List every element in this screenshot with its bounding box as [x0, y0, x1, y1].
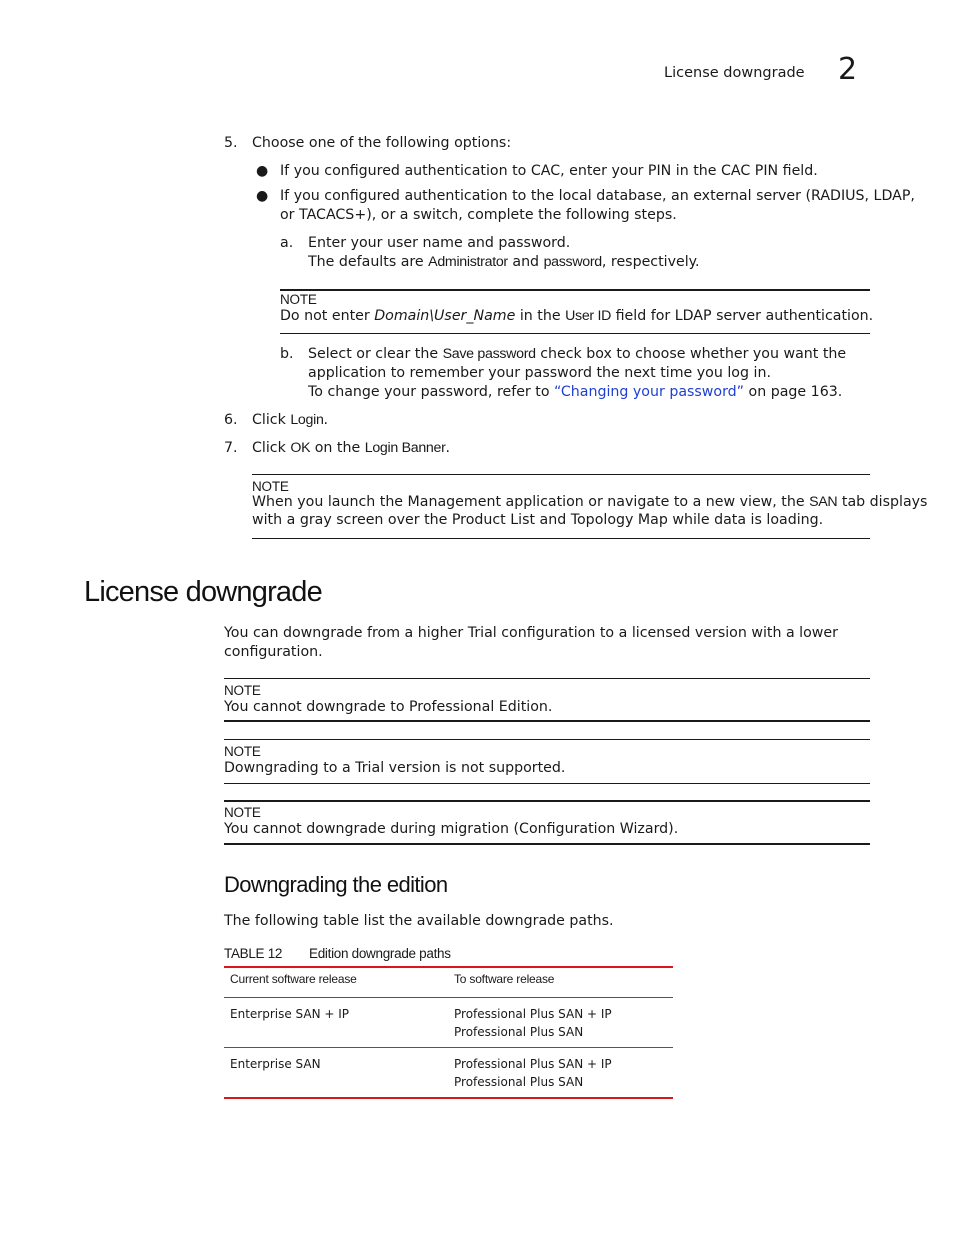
table-row: [224, 1048, 673, 1099]
sub-step-b-line-1: Select or clear the Save password check box to choose whether you want the: [308, 346, 847, 362]
bullet-2-line-1: If you configured authentication to the local database, an external server (RADIUS, LDAP,: [280, 188, 915, 204]
note-top-rule: [280, 289, 870, 291]
note-label: NOTE: [224, 805, 261, 820]
step-7-number: 7.: [224, 440, 238, 456]
note-bottom-rule: [252, 538, 870, 539]
note-text: Downgrading to a Trial version is not supported.: [224, 760, 566, 776]
step-6-number: 6.: [224, 412, 238, 428]
note-bottom-rule: [224, 843, 870, 845]
note-label: NOTE: [280, 292, 317, 307]
sub-step-b-line-3: To change your password, refer to “Changing your password” on page 163.: [308, 384, 843, 400]
sub-step-b-line-2: application to remember your password the next time you log in.: [308, 365, 771, 381]
note-text: You cannot downgrade to Professional Edition.: [224, 699, 553, 715]
sub-step-b-letter: b.: [280, 346, 294, 362]
note-label: NOTE: [224, 683, 261, 698]
sub-step-a-line-1: Enter your user name and password.: [308, 235, 571, 251]
column-header: To software release: [448, 967, 673, 998]
step-5-number: 5.: [224, 135, 238, 151]
downgrade-paths-table: [224, 966, 673, 1099]
bullet-icon: ●: [256, 188, 269, 204]
changing-password-link[interactable]: “Changing your password”: [554, 384, 745, 400]
default-username: Administrator: [428, 254, 508, 270]
table-title: Edition downgrade paths: [309, 946, 451, 961]
note-bottom-rule: [224, 720, 870, 722]
note-top-rule: [252, 474, 870, 475]
note-top-rule: [224, 678, 870, 679]
table-row: [224, 998, 673, 1048]
note-2-line-2: with a gray screen over the Product List and Topology Map while data is loading.: [252, 512, 824, 528]
table-label: TABLE 12: [224, 946, 283, 961]
table-cell: Professional Plus SAN + IP Professional Plus SAN: [448, 998, 673, 1048]
section-heading: License downgrade: [84, 576, 322, 608]
sub-step-a-letter: a.: [280, 235, 294, 251]
note-top-rule: [224, 739, 870, 740]
note-1-text: Do not enter Domain\User_Name in the User ID field for LDAP server authentication.: [280, 308, 874, 324]
subsection-heading: Downgrading the edition: [224, 872, 448, 897]
table-cell: Enterprise SAN: [224, 1048, 448, 1099]
section-intro-line-1: You can downgrade from a higher Trial configuration to a licensed version with a lower: [224, 625, 838, 641]
subsection-intro: The following table list the available downgrade paths.: [224, 913, 614, 929]
chapter-number: 2: [838, 52, 858, 87]
note-text: You cannot downgrade during migration (Configuration Wizard).: [224, 821, 679, 837]
table-cell: Enterprise SAN + IP: [224, 998, 448, 1048]
note-top-rule: [224, 800, 870, 802]
note-bottom-rule: [280, 333, 870, 334]
bullet-icon: ●: [256, 163, 269, 179]
bullet-1-text: If you configured authentication to CAC, enter your PIN in the CAC PIN field.: [280, 163, 818, 179]
step-7-text: Click OK on the Login Banner.: [252, 440, 451, 456]
table-cell: Professional Plus SAN + IP Professional Plus SAN: [448, 1048, 673, 1099]
column-header: Current software release: [224, 967, 448, 998]
note-label: NOTE: [252, 479, 289, 494]
note-bottom-rule: [224, 783, 870, 784]
table-header-row: [224, 967, 673, 998]
default-password: password: [543, 254, 602, 270]
section-intro-line-2: configuration.: [224, 644, 323, 660]
note-label: NOTE: [224, 744, 261, 759]
step-5-text: Choose one of the following options:: [252, 135, 512, 151]
step-6-text: Click Login.: [252, 412, 329, 428]
running-header-title: License downgrade: [664, 65, 805, 81]
note-2-line-1: When you launch the Management application or navigate to a new view, the SAN tab displays: [252, 494, 928, 510]
bullet-2-line-2: or TACACS+), or a switch, complete the following steps.: [280, 207, 677, 223]
sub-step-a-line-2: The defaults are Administrator and password, respectively.: [308, 254, 700, 270]
